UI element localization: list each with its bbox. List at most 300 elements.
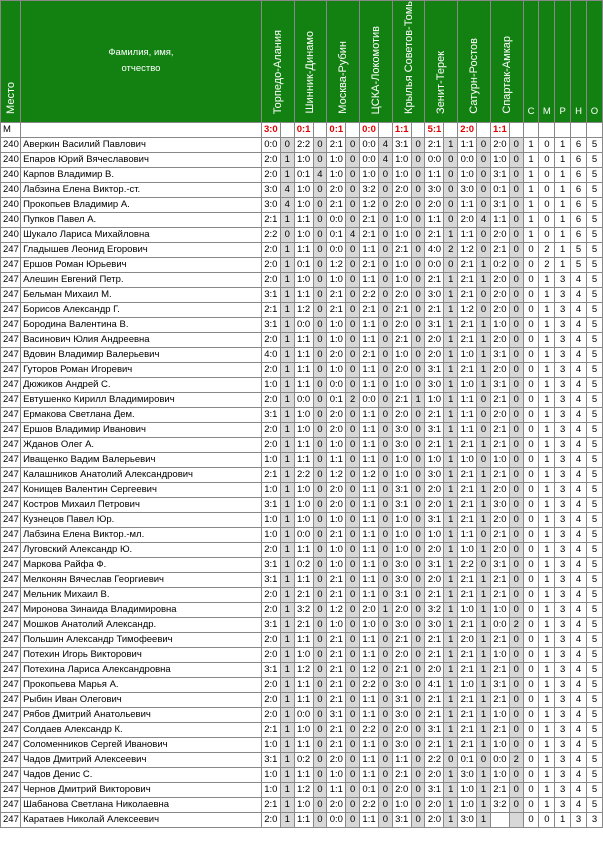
stat-cell: 1	[539, 662, 555, 677]
stat-cell: 4	[571, 617, 587, 632]
table-row	[1, 707, 603, 722]
prediction-score: 1:1	[327, 782, 346, 797]
prediction-score: 1:1	[490, 212, 509, 227]
prediction-points: 1	[379, 602, 393, 617]
prediction-points: 1	[280, 572, 294, 587]
stat-cell: 4	[571, 347, 587, 362]
prediction-points: 0	[346, 332, 360, 347]
prediction-score: 2:0	[392, 722, 411, 737]
prediction-score: 1:1	[458, 407, 477, 422]
prediction-score: 2:1	[425, 587, 444, 602]
stat-cell: 3	[555, 797, 571, 812]
match-header: Москва-Рубин	[327, 1, 360, 123]
stat-cell: 0	[523, 617, 539, 632]
player-name: Шабанова Светлана Николаевна	[21, 797, 262, 812]
prediction-score: 1:0	[327, 167, 346, 182]
stat-cell: 5	[586, 422, 602, 437]
place-cell: 247	[1, 557, 21, 572]
stat-cell: 1	[539, 482, 555, 497]
prediction-score: 3:0	[490, 497, 509, 512]
prediction-score: 2:0	[490, 542, 509, 557]
player-name: Мельник Михаил В.	[21, 587, 262, 602]
prediction-points: 1	[444, 647, 458, 662]
stat-cell: 5	[586, 242, 602, 257]
prediction-score: 1:0	[458, 377, 477, 392]
prediction-score: 1:0	[294, 152, 313, 167]
prediction-score: 3:1	[490, 677, 509, 692]
stat-cell: 1	[539, 707, 555, 722]
prediction-points: 0	[379, 767, 393, 782]
prediction-score: 1:1	[294, 542, 313, 557]
stat-cell: 4	[571, 422, 587, 437]
prediction-score: 1:0	[425, 527, 444, 542]
place-cell: 247	[1, 707, 21, 722]
match-header: Спартак-Амкар	[490, 1, 523, 123]
prediction-score: 3:0	[425, 377, 444, 392]
prediction-score: 2:1	[490, 392, 509, 407]
player-name: Бельман Михаил М.	[21, 287, 262, 302]
prediction-score: 1:1	[294, 242, 313, 257]
prediction-score: 1:1	[360, 407, 379, 422]
place-header: Место	[1, 1, 21, 123]
header-row	[1, 1, 603, 123]
stat-cell: 0	[523, 557, 539, 572]
prediction-points: 0	[509, 197, 523, 212]
prediction-score: 2:1	[327, 647, 346, 662]
stat-cell: 5	[586, 647, 602, 662]
prediction-score: 2:0	[490, 407, 509, 422]
prediction-score: 1:2	[360, 467, 379, 482]
player-name: Гуторов Роман Игоревич	[21, 362, 262, 377]
prediction-score: 1:0	[294, 227, 313, 242]
player-name: Потехина Лариса Александровна	[21, 662, 262, 677]
prediction-points: 0	[379, 527, 393, 542]
stat-cell: 1	[539, 512, 555, 527]
prediction-points: 0	[509, 587, 523, 602]
prediction-points: 0	[346, 257, 360, 272]
prediction-points: 0	[379, 572, 393, 587]
place-cell: 247	[1, 602, 21, 617]
prediction-score: 0:0	[294, 527, 313, 542]
stat-cell: 4	[571, 677, 587, 692]
table-row	[1, 632, 603, 647]
prediction-score: 1:0	[490, 602, 509, 617]
stat-cell: 3	[555, 677, 571, 692]
prediction-score: 3:0	[261, 182, 280, 197]
prediction-points: 2	[444, 242, 458, 257]
prediction-score: 1:1	[294, 212, 313, 227]
stat-cell: 1	[539, 347, 555, 362]
match-result: 5:1	[425, 122, 444, 137]
stat-cell: 5	[586, 737, 602, 752]
prediction-points: 0	[313, 602, 327, 617]
prediction-score: 3:0	[425, 182, 444, 197]
prediction-score: 0:0	[327, 242, 346, 257]
prediction-score: 2:1	[458, 737, 477, 752]
prediction-points: 0	[509, 347, 523, 362]
prediction-points: 0	[379, 182, 393, 197]
prediction-score: 2:1	[490, 782, 509, 797]
prediction-score: 1:1	[360, 647, 379, 662]
prediction-points: 0	[509, 452, 523, 467]
prediction-points: 0	[509, 272, 523, 287]
prediction-score: 2:1	[458, 257, 477, 272]
prediction-points: 1	[280, 707, 294, 722]
prediction-points: 0	[411, 737, 425, 752]
stat-cell: 5	[586, 392, 602, 407]
prediction-score: 0:1	[458, 752, 477, 767]
prediction-points: 0	[379, 422, 393, 437]
prediction-score: 1:0	[294, 182, 313, 197]
prediction-score: 0:1	[490, 182, 509, 197]
prediction-points: 1	[477, 617, 491, 632]
stat-cell: 4	[571, 602, 587, 617]
prediction-points: 0	[346, 377, 360, 392]
prediction-score: 1:1	[294, 632, 313, 647]
place-cell: 240	[1, 182, 21, 197]
prediction-points: 1	[444, 272, 458, 287]
prediction-points: 0	[477, 557, 491, 572]
prediction-score: 1:0	[490, 317, 509, 332]
prediction-score: 1:1	[294, 362, 313, 377]
prediction-score: 3:2	[360, 182, 379, 197]
prediction-points: 1	[280, 722, 294, 737]
stat-cell: 1	[523, 212, 539, 227]
prediction-score: 2:1	[261, 212, 280, 227]
prediction-score: 3:2	[490, 797, 509, 812]
prediction-score: 1:0	[261, 377, 280, 392]
prediction-score: 1:0	[294, 272, 313, 287]
stat-cell: 5	[586, 317, 602, 332]
match-header: Торпедо-Алания	[261, 1, 294, 123]
prediction-points: 0	[509, 212, 523, 227]
stat-cell: 4	[571, 587, 587, 602]
prediction-score: 1:2	[327, 467, 346, 482]
prediction-points: 0	[509, 527, 523, 542]
prediction-points: 0	[379, 407, 393, 422]
prediction-score: 1:1	[294, 452, 313, 467]
place-cell: 247	[1, 782, 21, 797]
prediction-points: 1	[444, 467, 458, 482]
stat-cell: 4	[571, 737, 587, 752]
prediction-score: 1:1	[360, 542, 379, 557]
prediction-score: 1:2	[360, 197, 379, 212]
prediction-points: 0	[313, 422, 327, 437]
stat-cell: 1	[539, 722, 555, 737]
prediction-points: 1	[444, 692, 458, 707]
prediction-score: 1:1	[458, 137, 477, 152]
stat-cell: 0	[523, 782, 539, 797]
prediction-points: 1	[444, 587, 458, 602]
stat-cell: 1	[539, 302, 555, 317]
prediction-points: 0	[411, 242, 425, 257]
prediction-points: 0	[313, 377, 327, 392]
player-name: Маркова Райфа Ф.	[21, 557, 262, 572]
prediction-points: 0	[509, 137, 523, 152]
stat-cell: 4	[571, 632, 587, 647]
prediction-points: 1	[280, 407, 294, 422]
prediction-points: 0	[509, 662, 523, 677]
prediction-points: 0	[313, 557, 327, 572]
prediction-score: 2:1	[458, 362, 477, 377]
prediction-points: 0	[313, 392, 327, 407]
prediction-points: 1	[444, 707, 458, 722]
prediction-score: 1:0	[360, 167, 379, 182]
name-header	[21, 1, 262, 123]
prediction-points: 0	[509, 782, 523, 797]
prediction-points: 2	[509, 617, 523, 632]
prediction-points: 0	[346, 167, 360, 182]
stat-cell: 5	[586, 662, 602, 677]
stat-cell: 3	[555, 782, 571, 797]
stat-cell: 1	[539, 317, 555, 332]
stat-cell: 5	[586, 287, 602, 302]
stat-cell: 6	[571, 152, 587, 167]
table-row	[1, 302, 603, 317]
prediction-points: 0	[509, 497, 523, 512]
player-name: Вдовин Владимир Валерьевич	[21, 347, 262, 362]
stat-cell: 5	[586, 482, 602, 497]
prediction-points: 2	[346, 392, 360, 407]
prediction-points: 0	[346, 812, 360, 827]
prediction-points: 0	[411, 287, 425, 302]
place-cell: 247	[1, 737, 21, 752]
player-name: Аверкин Василий Павлович	[21, 137, 262, 152]
prediction-score: 2:0	[327, 497, 346, 512]
stat-cell: 1	[539, 542, 555, 557]
prediction-points: 0	[379, 242, 393, 257]
stat-cell: 1	[539, 677, 555, 692]
prediction-score: 3:1	[261, 662, 280, 677]
prediction-score: 1:0	[425, 392, 444, 407]
player-name: Мелконян Вячеслав Георгиевич	[21, 572, 262, 587]
prediction-score: 1:0	[490, 767, 509, 782]
prediction-score: 4:0	[261, 347, 280, 362]
prediction-points: 0	[313, 437, 327, 452]
prediction-score: 1:1	[294, 677, 313, 692]
prediction-points: 0	[509, 692, 523, 707]
table-row	[1, 272, 603, 287]
place-cell: 247	[1, 767, 21, 782]
prediction-points: 0	[411, 647, 425, 662]
prediction-score: 3:1	[392, 812, 411, 827]
prediction-points: 1	[477, 782, 491, 797]
prediction-score: 1:0	[294, 482, 313, 497]
prediction-points: 0	[379, 707, 393, 722]
stat-cell: 6	[571, 197, 587, 212]
prediction-points: 0	[411, 692, 425, 707]
table-row	[1, 812, 603, 827]
prediction-points: 0	[477, 752, 491, 767]
prediction-points: 1	[477, 812, 491, 827]
prediction-points: 0	[313, 272, 327, 287]
prediction-score: 2:1	[425, 737, 444, 752]
prediction-points: 0	[346, 632, 360, 647]
prediction-score: 1:1	[294, 572, 313, 587]
prediction-score: 3:0	[261, 197, 280, 212]
prediction-points: 1	[477, 542, 491, 557]
prediction-score: 2:1	[360, 347, 379, 362]
prediction-score: 2:1	[327, 302, 346, 317]
prediction-score: 1:0	[392, 542, 411, 557]
stat-cell: 3	[555, 347, 571, 362]
prediction-points: 0	[379, 272, 393, 287]
stat-cell: 4	[571, 692, 587, 707]
prediction-score: 3:1	[392, 587, 411, 602]
prediction-points: 0	[411, 497, 425, 512]
stat-cell: 3	[555, 512, 571, 527]
prediction-score: 3:1	[425, 722, 444, 737]
prediction-score: 1:0	[392, 797, 411, 812]
prediction-score: 3:1	[392, 497, 411, 512]
prediction-score: 0:0	[360, 137, 379, 152]
stat-cell: 3	[555, 437, 571, 452]
stat-cell: 5	[586, 617, 602, 632]
prediction-points: 1	[280, 437, 294, 452]
prediction-points: 0	[411, 422, 425, 437]
prediction-points: 0	[477, 407, 491, 422]
prediction-score: 1:1	[458, 227, 477, 242]
prediction-points: 0	[509, 422, 523, 437]
prediction-points: 1	[444, 617, 458, 632]
stat-cell: 5	[586, 152, 602, 167]
prediction-points: 1	[280, 587, 294, 602]
prediction-points: 0	[379, 512, 393, 527]
prediction-points: 0	[509, 302, 523, 317]
stat-cell: 0	[539, 152, 555, 167]
prediction-score: 2:1	[392, 662, 411, 677]
prediction-points: 0	[379, 317, 393, 332]
prediction-score: 1:0	[261, 737, 280, 752]
prediction-points: 1	[477, 317, 491, 332]
stat-cell: 0	[523, 527, 539, 542]
prediction-score: 1:0	[392, 167, 411, 182]
prediction-score: 2:0	[261, 647, 280, 662]
prediction-score: 1:2	[327, 602, 346, 617]
stat-cell: 4	[571, 467, 587, 482]
prediction-score: 2:0	[425, 497, 444, 512]
prediction-score: 2:0	[261, 152, 280, 167]
prediction-points: 0	[379, 497, 393, 512]
prediction-points: 0	[379, 167, 393, 182]
prediction-score: 1:0	[261, 782, 280, 797]
stat-cell: 5	[586, 182, 602, 197]
prediction-score: 2:0	[261, 392, 280, 407]
prediction-score: 2:0	[458, 632, 477, 647]
stat-cell: 4	[571, 542, 587, 557]
prediction-points: 4	[379, 137, 393, 152]
prediction-points: 0	[411, 722, 425, 737]
stat-cell: 4	[571, 482, 587, 497]
prediction-score: 2:1	[425, 227, 444, 242]
prediction-points: 1	[280, 662, 294, 677]
prediction-points: 1	[444, 437, 458, 452]
prediction-score: 2:0	[327, 797, 346, 812]
prediction-points: 0	[379, 542, 393, 557]
prediction-points: 0	[411, 332, 425, 347]
prediction-score: 0:0	[490, 752, 509, 767]
place-cell: 247	[1, 452, 21, 467]
stat-cell: 3	[555, 332, 571, 347]
prediction-points: 0	[313, 227, 327, 242]
prediction-score: 3:1	[261, 407, 280, 422]
prediction-points: 0	[509, 602, 523, 617]
prediction-points: 0	[346, 692, 360, 707]
prediction-points: 1	[280, 272, 294, 287]
prediction-points: 0	[379, 212, 393, 227]
table-row	[1, 722, 603, 737]
prediction-score: 2:1	[392, 302, 411, 317]
prediction-score: 2:1	[392, 392, 411, 407]
stat-cell: 6	[571, 227, 587, 242]
prediction-score: 1:0	[392, 212, 411, 227]
stat-cell: 4	[571, 377, 587, 392]
prediction-score: 2:1	[458, 467, 477, 482]
prediction-score: 1:1	[360, 482, 379, 497]
prediction-points: 0	[313, 707, 327, 722]
stat-cell: 1	[539, 332, 555, 347]
prediction-score: 2:0	[392, 287, 411, 302]
prediction-points: 0	[509, 512, 523, 527]
stat-cell: 5	[586, 692, 602, 707]
prediction-points: 0	[313, 152, 327, 167]
prediction-points: 1	[280, 542, 294, 557]
table-row	[1, 197, 603, 212]
prediction-score: 1:1	[360, 362, 379, 377]
prediction-score: 2:1	[425, 692, 444, 707]
stat-cell: 1	[539, 362, 555, 377]
place-cell: 247	[1, 662, 21, 677]
prediction-points: 0	[379, 677, 393, 692]
prediction-score: 2:1	[327, 527, 346, 542]
prediction-points: 0	[346, 722, 360, 737]
stat-cell: 5	[586, 272, 602, 287]
stat-cell: 1	[523, 227, 539, 242]
stat-cell: 0	[539, 182, 555, 197]
prediction-score: 2:0	[261, 692, 280, 707]
prediction-points: 0	[313, 317, 327, 332]
stat-cell: 1	[539, 422, 555, 437]
prediction-score: 2:0	[261, 677, 280, 692]
stat-cell: 0	[523, 317, 539, 332]
place-cell: 247	[1, 677, 21, 692]
prediction-points: 0	[509, 167, 523, 182]
prediction-points: 1	[280, 452, 294, 467]
stat-cell: 3	[571, 812, 587, 827]
prediction-points: 0	[379, 812, 393, 827]
prediction-points: 0	[346, 542, 360, 557]
prediction-points: 0	[509, 557, 523, 572]
place-cell: 247	[1, 377, 21, 392]
prediction-points: 0	[411, 167, 425, 182]
stat-cell: 0	[523, 647, 539, 662]
prediction-score: 3:0	[458, 812, 477, 827]
prediction-points: 1	[280, 527, 294, 542]
prediction-points: 0	[379, 452, 393, 467]
prediction-points: 1	[444, 542, 458, 557]
prediction-score: 1:0	[261, 527, 280, 542]
prediction-points: 1	[477, 257, 491, 272]
prediction-score: 2:0	[425, 332, 444, 347]
prediction-score: 1:0	[392, 467, 411, 482]
player-name: Потехин Игорь Викторович	[21, 647, 262, 662]
place-cell: 247	[1, 542, 21, 557]
stat-cell: 0	[523, 392, 539, 407]
prediction-points: 1	[477, 722, 491, 737]
prediction-score: 0:0	[294, 317, 313, 332]
table-row	[1, 767, 603, 782]
prediction-score: 2:1	[458, 692, 477, 707]
